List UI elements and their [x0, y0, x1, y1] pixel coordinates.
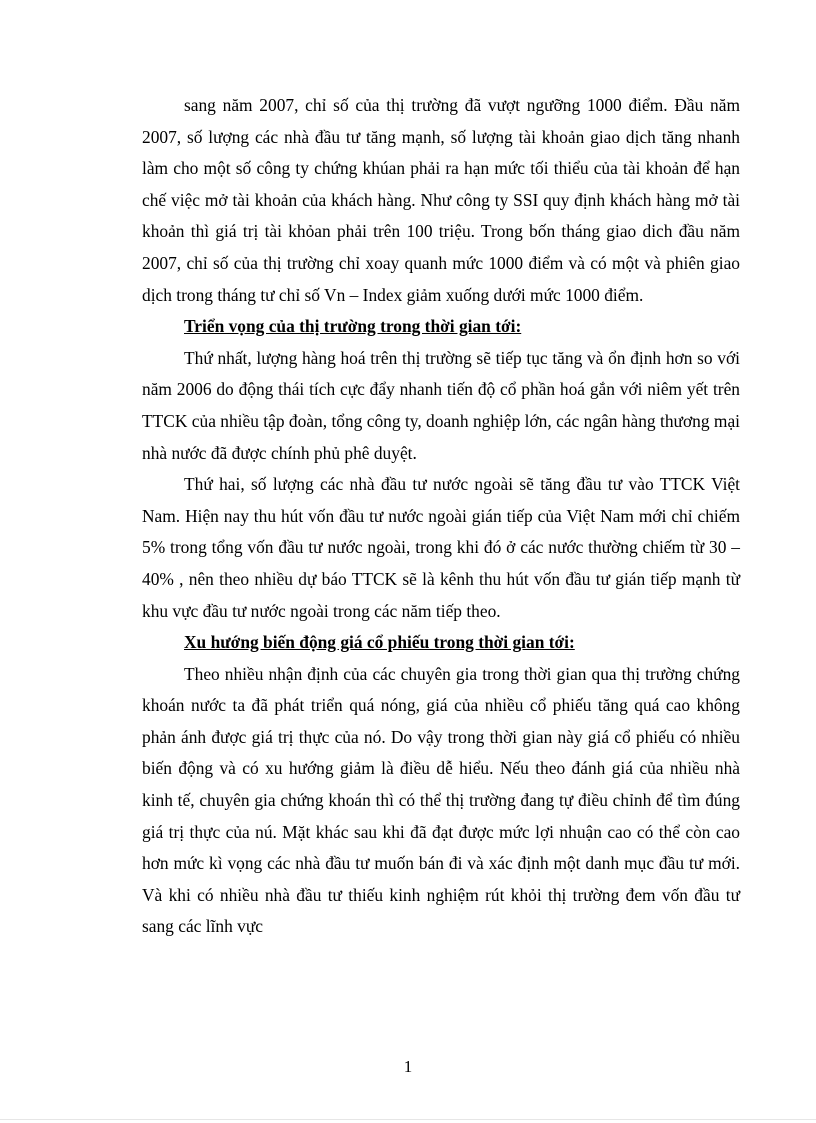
paragraph-outlook-2: Thứ hai, số lượng các nhà đầu tư nước ngoài sẽ tăng đầu tư vào TTCK Việt Nam. Hiện nay thu hút vốn đầu tư nước ngoài gián tiếp của Việt Nam mới chỉ chiếm 5% trong tổng vốn đầu tư nước ngoài, trong khi đó ở các nước thường chiếm từ 30 – 40% , nên theo nhiều dự báo TTCK sẽ là kênh thu hút vốn đầu tư gián tiếp mạnh từ khu vực đầu tư nước ngoài trong các năm tiếp theo. — [142, 474, 740, 621]
paragraph-price-trend-1: Theo nhiều nhận định của các chuyên gia trong thời gian qua thị trường chứng khoán nước ta đã phát triển quá nóng, giá của nhiều cổ phiếu tăng quá cao không phản ánh được giá trị thực của nó. Do vậy trong thời gian này giá cổ phiếu có nhiều biến động và có xu hướng giảm là điều dễ hiểu. Nếu theo đánh giá của nhiều nhà kinh tế, chuyên gia chứng khoán thì có thể thị trường đang tự điều chỉnh để tìm đúng giá trị thực của nú. Mặt khác sau khi đã đạt được mức lợi nhuận cao có thể còn cao hơn mức kì vọng các nhà đầu tư muốn bán đi và xác định một danh mục đầu tư mới. Và khi có nhiều nhà đầu tư thiếu kinh nghiệm rút khỏi thị trường đem vốn đầu tư sang các lĩnh vực — [142, 663, 740, 937]
page-bottom-divider — [0, 1119, 816, 1120]
section-heading-price-trend: Xu hướng biến động giá cổ phiếu trong thời gian tới: — [184, 632, 575, 653]
section-heading-outlook: Triển vọng của thị trường trong thời gian tới: — [184, 316, 522, 337]
paragraph-outlook-1: Thứ nhất, lượng hàng hoá trên thị trường sẽ tiếp tục tăng và ổn định hơn so với năm 2006 do động thái tích cực đẩy nhanh tiến độ cổ phần hoá gắn với niêm yết trên TTCK của nhiều tập đoàn, tổng công ty, doanh nghiệp lớn, các ngân hàng thương mại nhà nước đã được chính phủ phê duyệt. — [142, 347, 740, 463]
paragraph-intro: sang năm 2007, chỉ số của thị trường đã vượt ngưỡng 1000 điểm. Đầu năm 2007, số lượng các nhà đầu tư tăng mạnh, số lượng tài khoản giao dịch tăng nhanh làm cho một số công ty chứng khúan phải ra hạn mức tối thiểu của tài khoản để hạn chế việc mở tài khoản của khách hàng. Như công ty SSI quy định khách hàng mở tài khoản thì giá trị tài khỏan phải trên 100 triệu. Trong bốn tháng giao dich đầu năm 2007, chỉ số của thị trường chỉ xoay quanh mức 1000 điểm và có một và phiên giao dịch trong tháng tư chỉ số Vn – Index giảm xuống dưới mức 1000 điểm. — [142, 95, 740, 305]
page-number: 1 — [403, 1057, 413, 1076]
document-body — [142, 90, 740, 943]
